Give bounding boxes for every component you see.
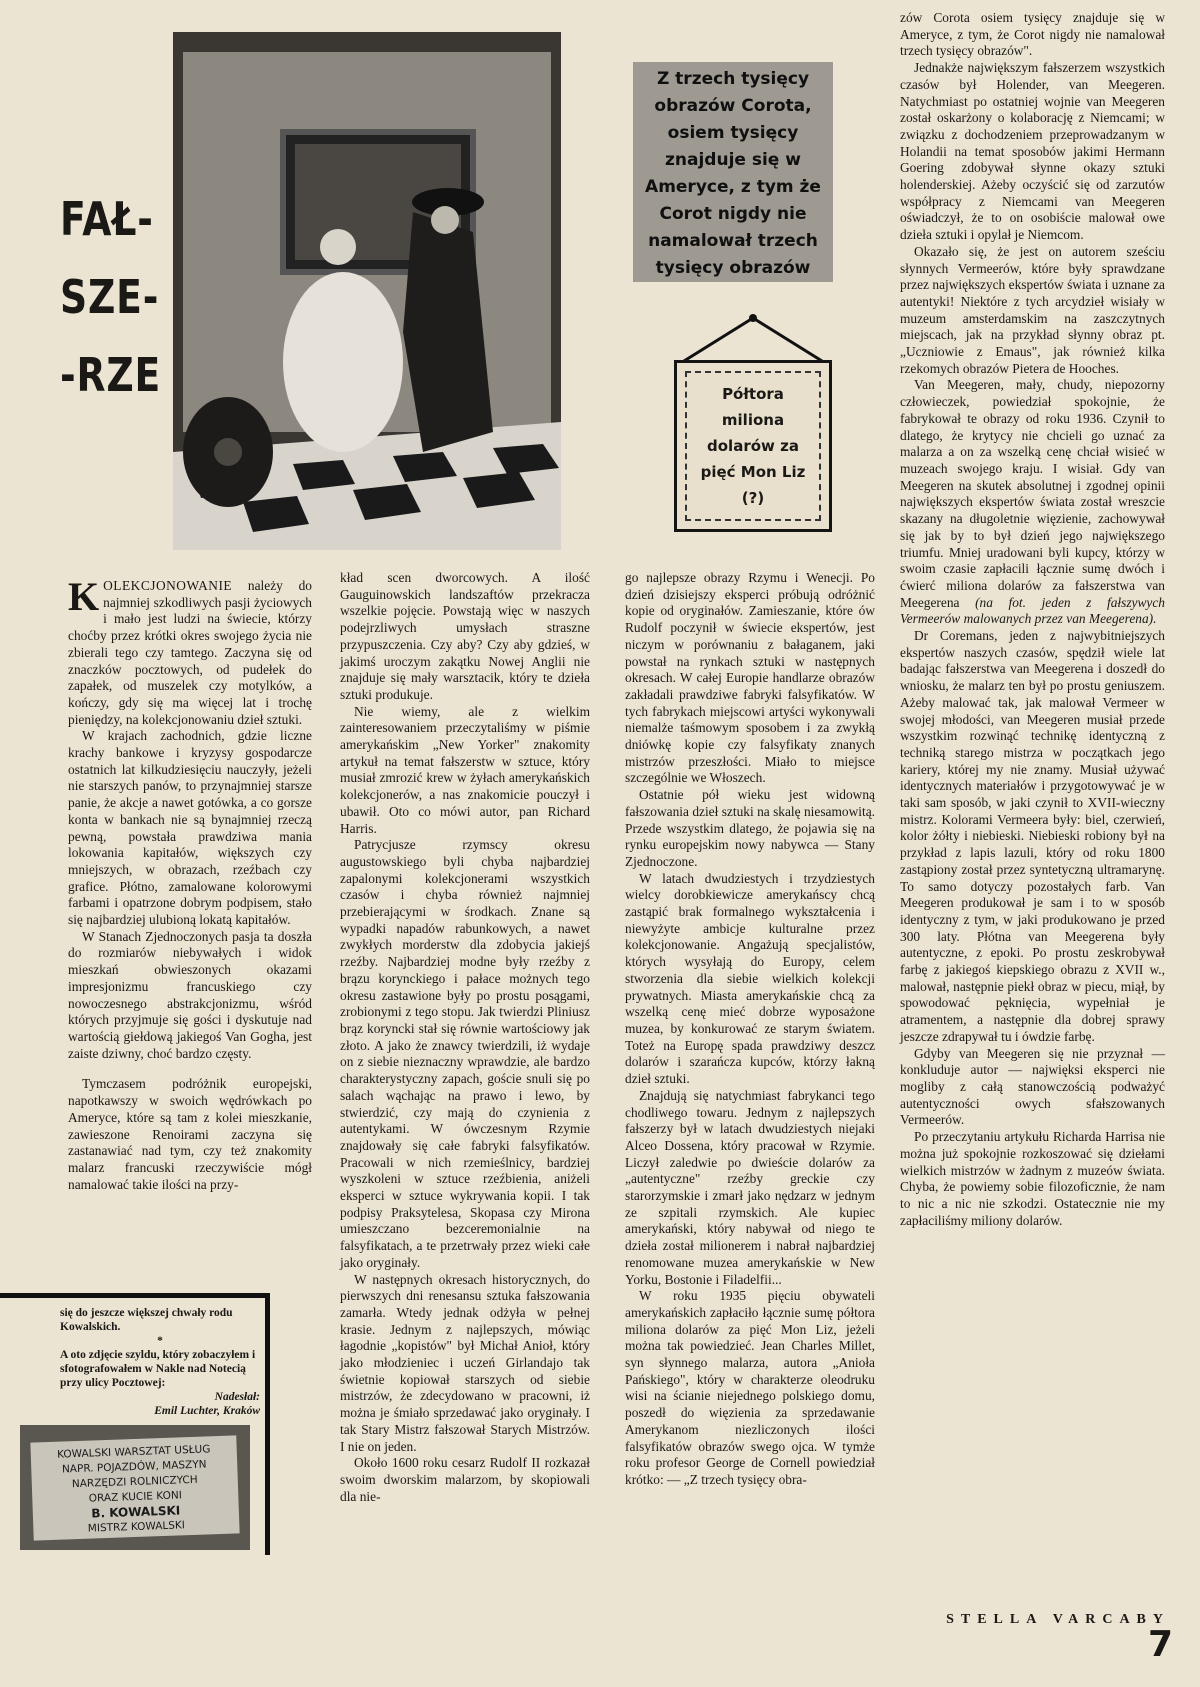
frame-border — [674, 360, 832, 532]
column-2 — [340, 570, 590, 1505]
drop-cap: K — [68, 574, 100, 619]
paragraph: Okazało się, że jest on autorem sześciu słynnych Vermeerów, które były sprawdzane przez największych ekspertów świata i uznane za autentyki! Niektóre z tych arcydzieł wisiały w muzeum amsterdamskim na zaszczytnych miejscach, jak na przykład słynny obraz pt. „Uczniowie z Emaus", jak również kilka rzekomych obrazów Pietera de Hooches. — [900, 243, 1165, 376]
sign-line: ORAZ KUCIE KONI — [88, 1489, 183, 1505]
paragraph: Dr Coremans, jeden z najwybitniejszych ekspertów naszych czasów, spędził wiele lat badając fałszerstwa van Meegerena i doszedł do wniosku, że malarz ten był po prostu geniuszem. Ażeby malować tak, jak malował Vermeer w swojej młodości, van Meegeren musiał przede wszystkim rozwinąć technikę identyczną z techniką starego mistrza w początkach jego kariery, której my nie znamy. Musiał używać identycznych materiałów i przygotowywać je w taki sam sposób, w jaki czynił to XVII-wieczny mistrz. Kolorami Vermeera były: biel, czerwień, kolor żółty i niebieski. Niebieski robiony był na przykład z lapis lazuli, który od roku 1800 zastąpiony został przez syntetyczną ultramarynę. To samo dotyczy pozostałych farb. Van Meegeren produkował je sam i to w sposób identyczny z tym, w jaki produkowano je przed 300 laty. Płótna van Meegerena były autentyczne, z epoki. Po prostu zeskrobywał farbę z jakiegoś kiepskiego obrazu z XVII w., malował, następnie piekł obraz w piecu, miął, by spowodować pęknięcia, wypełniał je atramentem, a następnie dla dobrej sprawy jeszcze zdrapywał tu i ówdzie farbę. — [900, 628, 1165, 1044]
author-byline: STELLA VARCABY — [946, 1612, 1170, 1627]
painting-illustration — [173, 32, 561, 550]
photo-caption: (na fot. jeden z fałszywych Vermeerów malowanych przez van Meegerena). — [900, 594, 1165, 627]
box-note-line: A oto zdjęcie szyldu, który zobaczyłem i sfotografowałem w Nakle nad Notecią przy ulicy Pocztowej: — [60, 1349, 256, 1389]
paragraph: Po przeczytaniu artykułu Richarda Harrisa nie można już spokojnie rozkoszować się dziełami wielkich mistrzów w żadnym z muzeów świata. Chyba, że powiemy sobie filozoficznie, że nam to nic a nic nie szkodzi. Ostatecznie nie my zapłaciliśmy miliony dolarów. — [900, 1129, 1165, 1228]
title-line-3: -RZE — [60, 348, 162, 402]
paragraph: go najlepsze obrazy Rzymu i Wenecji. Po dzień dzisiejszy eksperci próbują odróżnić kopie od oryginałów. Zamieszanie, które ów Rudolf poczynił w świecie ekspertów, jest niczym w porównaniu z bałaganem, jaki powstał na rynkach sztuki w następnych okresach. W całej Europie handlarze obrazów zakładali prawdziwe fabryki falsyfikatów. W tych fabrykach miejscowi artyści wykonywali niemalże taśmowym sposobem i za zwykłą dniówkę kopie czy falsyfikaty znanych mistrzów przeszłości. Miało to miejsce szczególnie we Włoszech. — [625, 570, 875, 786]
paragraph: kład scen dworcowych. A ilość Gauguinowskich landszaftów przekracza wszelkie pojęcie. Powstają więc w naszych podejrzliwych umysłach straszne przypuszczenia. Czy aby? Czy aby gdzieś, w jakimś uroczym zakątku Nowej Anglii nie znajduje się mały warsztacik, który te dzieła sztuki produkuje. — [340, 570, 590, 702]
sender-name: Emil Luchter, Kraków — [154, 1405, 260, 1417]
paragraph: Patrycjusze rzymscy okresu augustowskiego byli chyba najbardziej zapalonymi kolekcjonerami wszystkich czasów i chyba również najmniej przebierającymi w środkach. Znane są wypadki napadów rabunkowych, a nawet zwykłych morderstw dla zdobycia jakiejś rzeźby. Najbardziej modne były rzeźby z brązu korynckiego i pałace możnych tego okresu zastawione były po prostu posągami, zrobionymi z tego stopu. Jak twierdzi Pliniusz brąz koryncki stał się równie wartościowy jak złoto. A jako że znawcy twierdzili, iż wydaje on z siebie nieznaczny wprawdzie, ale bardzo charakterystyczny zapach, goście snuli się po salach wąchając na prawo i lewo, by stwierdzić, czy mają do czynienia z autentykami. W ówczesnym Rzymie znajdowały się całe fabryki falsyfikatów. Pracowali w nich rzemieślnicy, bardziej wyszkoleni w sztuce rzeźbienia, aniżeli eksperci w sztuce wykrywania kopii. I tak podpisy Praksytelesa, Skopasa czy Mirona umieszczano bezceremonialnie na falsyfikatach, a te przetrwały przez wieki całe jako oryginały. — [340, 837, 590, 1270]
star-divider: * — [157, 1335, 163, 1347]
sign-line: NARZĘDZI ROLNICZYCH — [71, 1473, 198, 1491]
sign-line: KOWALSKI WARSZTAT USŁUG — [56, 1443, 211, 1461]
shop-sign-photo — [20, 1425, 250, 1550]
column-1 — [68, 574, 312, 1193]
paragraph: Tymczasem podróżnik europejski, napotkawszy w swoich wędrówkach po Ameryce, które są tam z kolei mieszkanie, zawieszone Renoirami zaczyna się zastanawiać nad tym, czy też znakomity malarz francuski rzeczywiście mógł namalować takie ilości na przy- — [68, 1076, 312, 1192]
sign-plate — [30, 1435, 239, 1540]
vermeer-forgery-photo — [173, 32, 561, 550]
page-number: 7 — [1148, 1624, 1174, 1665]
paragraph: W latach dwudziestych i trzydziestych wielcy dorobkiewicze amerykańscy chcą zastąpić brak formalnego wykształcenia i niewyżyte ambicje kulturalne przez kolekcjonowanie. Angażują specjalistów, których wysyłają do Europy, celem stworzenia dla siebie wielkich kolekcji prywatnych. Miasta amerykańskie chcą za wszelką cenę mieć dobrze wyposażone muzea, by konkurować ze starym światem. Toteż na Europę spada prawdziwy deszcz dolarów i szarańcza kupców, którzy łakną dzieł sztuki. — [625, 870, 875, 1087]
paragraph-text: Van Meegeren, mały, chudy, niepozorny człowieczek, powiedział spokojnie, że fabrykował te obrazy od roku 1936. Czynił to dlatego, że krytycy nie chcieli go uznać za malarza a on za wszelką cenę chciał wisieć w muzeach swojego kraju. I wisiał. Gdy van Meegeren na skutek absolutnej i zgodnej opinii największych ekspertów świata został wreszcie skazany na długoletnie więzienie, zachowywał się jak by to był dzień jego największego triumfu. Mniej uradowani byli kupcy, którzy w swoim czasie zapłacili łącznie sumę dwóch i ćwierć miliona dolarów za fałszerstwa van Meegerena — [900, 377, 1165, 610]
frame-caption: Półtora miliona dolarów za pięć Mon Liz (?) — [685, 371, 821, 521]
paragraph: W Stanach Zjednoczonych pasja ta doszła do rozmiarów niebywałych i widok mieszkań obwieszonych okazami impresjonizmu francuskiego czy nowoczesnego abstrakcjonizmu, wśród których przyjmuje się gości i dyskutuje nad wartością giełdową jakiegoś Van Gogha, jest zaiste dziwny, choć bardzo częsty. — [68, 928, 312, 1061]
box-note — [60, 1306, 260, 1418]
intro-paragraph — [68, 574, 312, 728]
pull-quote-box: Z trzech tysięcy obrazów Corota, osiem tysięcy znajduje się w Ameryce, z tym że Corot nigdy nie namalował trzech tysięcy obrazów — [633, 62, 833, 282]
paragraph: W roku 1935 pięciu obywateli amerykańskich zapłaciło łącznie sumę półtora miliona dolarów za pięć Mon Liz, jeżeli można tak powiedzieć. Jean Charles Millet, syn słynnego malarza, autora „Anioła Pańskiego", który w charakterze oleodruku wisi na ścianie niejednego polskiego domu, poszedł do więzienia za sprzedawanie Amerykanom niezliczonych ilości falsyfikatów obrazów swego ojca. W tymże roku profesor George de Cornell powiedział krótko: — „Z trzech tysięcy obra- — [625, 1288, 875, 1487]
paragraph: Gdyby van Meegeren się nie przyznał — konkluduje autor — najwięksi eksperci nie mogliby z całą stanowczością podważyć autentyczności owych sfałszowanych Vermeerów. — [900, 1045, 1165, 1128]
paragraph: Jednakże największym fałszerzem wszystkich czasów był Holender, van Meegeren. Natychmiast po ostatniej wojnie van Meegeren został oskarżony o kolaborację z Niemcami; w związku z dochodzeniem przeprowadzanym w Holandii na temat sposobów jakimi Hermann Goering zdobywał słynne okazy sztuki holenderskiej. Ażeby oczyścić się od zarzutów współpracy z Niemcami van Meegeren oświadczył, że to on osobiście malował owe dzieła sztuki i opylał je Niemcom. — [900, 60, 1165, 243]
paragraph — [900, 377, 1165, 628]
paragraph: W następnych okresach historycznych, do pierwszych dni renesansu sztuka fałszowania zamarła. Wtedy jednak odżyła w pełnej krasie. Jednym z najlepszych, mówiąc łagodnie „kopistów" był Michał Anioł, który jako młodzieniec i uczeń Girlandajo tak świetnie kopiował starszych od siebie mistrzów, że zdecydowano w pracowni, iż można je śmiało sprzedawać jako oryginały. I tak Stary Mistrz fałszował Starych Mistrzów. I nie on jeden. — [340, 1271, 590, 1454]
sign-line: B. KOWALSKI — [91, 1503, 181, 1521]
column-3 — [625, 570, 875, 1489]
hanging-frame — [672, 312, 834, 544]
lead-word: OLEKCJONOWANIE — [103, 578, 233, 593]
sender-label: Nadesłał: — [214, 1391, 260, 1403]
column-4 — [900, 10, 1165, 1229]
paragraph: Znajdują się natychmiast fabrykanci tego chodliwego towaru. Jednym z najlepszych fałszerzy był w latach dwudziestych niejaki Alceo Dossena, który pracował w Rzymie. Liczył zaledwie po dwieście dolarów za „autentyczne" rzeźby greckie czy starorzymskie i zmarł jako nędzarz w jednym ze szpitali rzymskich. Ale kupiec amerykański, który nabywał od niego te dzieła został milionerem i nabrał najbardziej renomowane muzea amerykańskie w New Yorku, Bostonie i Filadelfii... — [625, 1087, 875, 1287]
title-line-2: SZE- — [60, 270, 160, 324]
sign-line: NAPR. POJAZDÓW, MASZYN — [61, 1458, 207, 1476]
paragraph: W krajach zachodnich, gdzie liczne krachy bankowe i kryzysy gospodarcze ostatnich lat kilkudziesięciu nauczyły, jeżeli nie starszych panów, to przynajmniej starsze panie, że akcje a nawet gotówka, a co gorsze konta w bankach nie są bynajmniej rzeczą pewną, powstała prawdziwa mania lokowania kapitałów, większych czy mniejszych, w obrazach, rzeźbach czy grafice. Płótno, zamalowane kolorowymi farbami i opatrzone dobrym podpisem, stało się najbardziej ulubioną lokatą kapitałów. — [68, 728, 312, 928]
paragraph: Nie wiemy, ale z wielkim zainteresowaniem przeczytaliśmy w piśmie amerykańskim „New Yorker" znakomity artykuł na temat fałszerstw w sztuce, który musiał zmrozić krew w żyłach amerykańskich kolekcjonerów, a nas znakomicie pouczył i ubawił. Oto co mówi autor, pan Richard Harris. — [340, 703, 590, 836]
sign-line: MISTRZ KOWALSKI — [87, 1519, 186, 1535]
paragraph: zów Corota osiem tysięcy znajduje się w Ameryce, z tym, że Corot nigdy nie namalował trzech tysięcy obrazów". — [900, 10, 1165, 59]
paragraph: Ostatnie pół wieku jest widowną fałszowania dzieł sztuki na skalę niesamowitą. Przede wszystkim dlatego, że pojawia się na rynku europejskim nowy nabywca — Stany Zjednoczone. — [625, 787, 875, 869]
title-line-1: FAŁ- — [60, 192, 154, 246]
box-note-line: się do jeszcze większej chwały rodu Kowalskich. — [60, 1307, 233, 1333]
intro-text: należy do najmniej szkodliwych pasji życiowych i mało jest ludzi na świecie, którzy choćby przez krótki okres swojego życia nie zbierali tego czy tamtego. Zaczyna się od znaczków pocztowych, od pudełek do zapałek, od muszelek czy motylków, a kończy, gdy się ma więcej lat i trochę pieniędzy, na kolekcjonowaniu dzieł sztuki. — [68, 578, 312, 727]
article-title — [60, 180, 162, 414]
paragraph: Około 1600 roku cesarz Rudolf II rozkazał swoim dworskim malarzom, by skopiowali dla nie- — [340, 1455, 590, 1504]
